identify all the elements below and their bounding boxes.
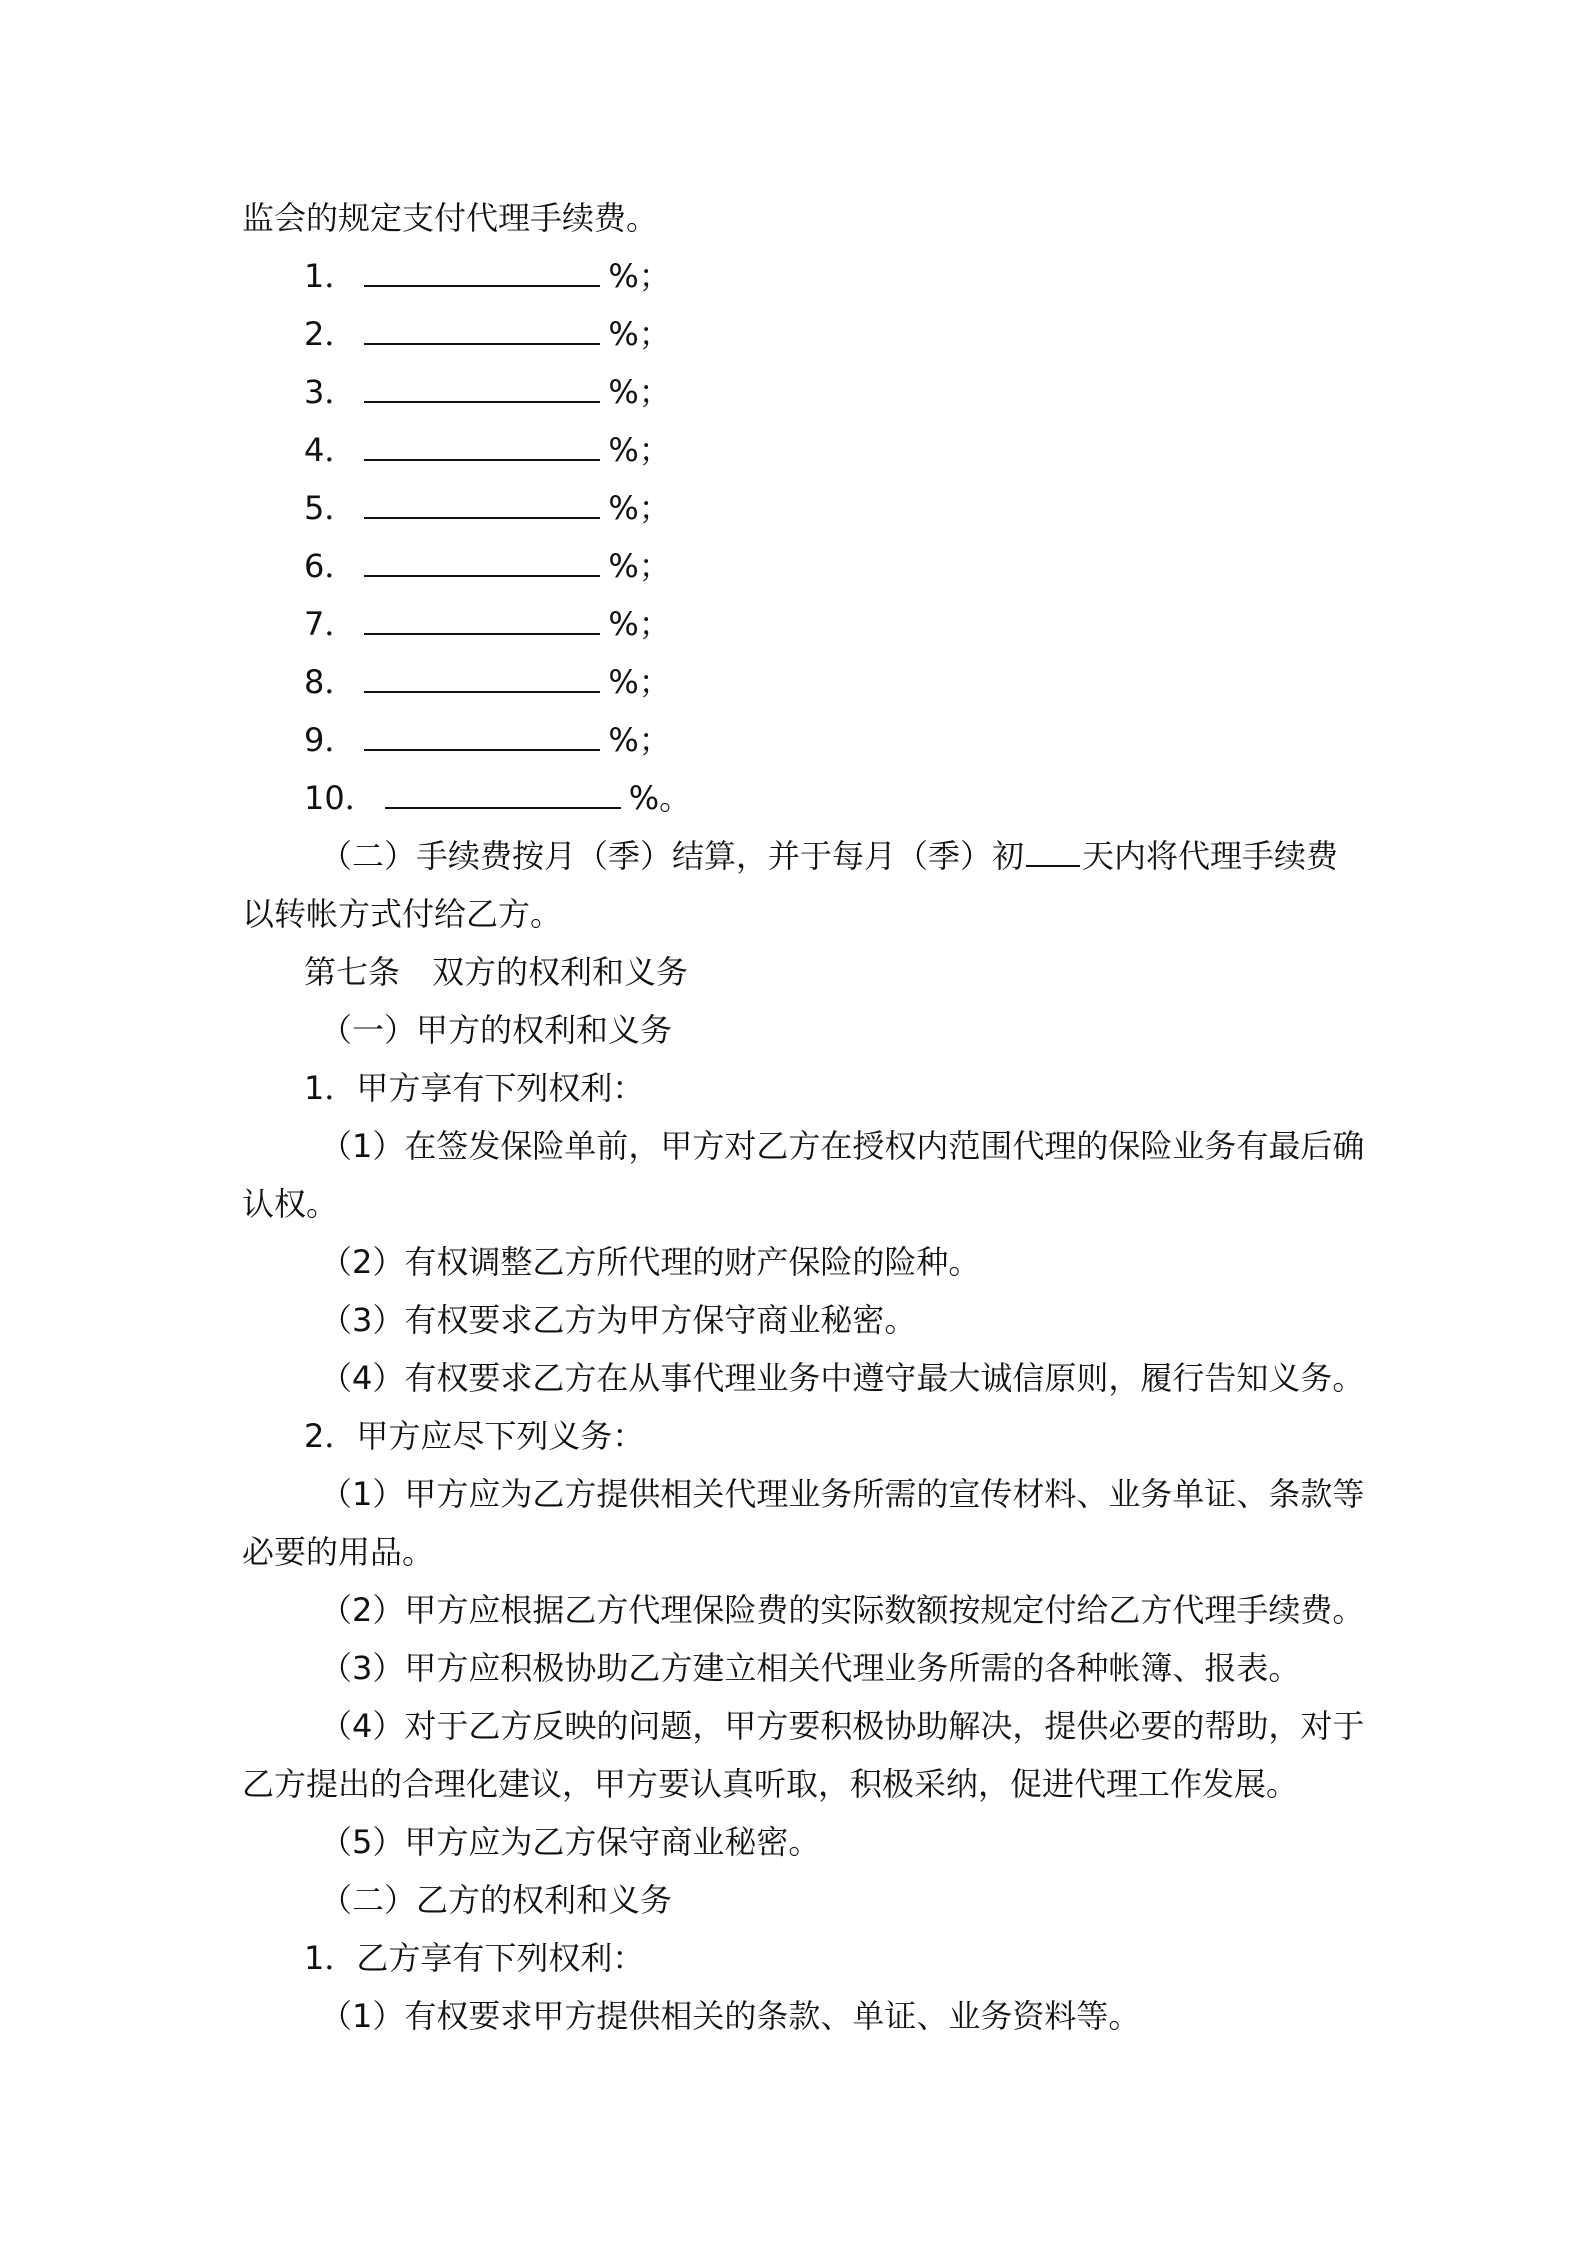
party-a-right-2: （2）有权调整乙方所代理的财产保险的险种。 — [320, 1243, 981, 1281]
party-a-right-1-cont: 认权。 — [242, 1185, 339, 1223]
paragraph-settlement-cont: 以转帐方式付给乙方。 — [242, 895, 563, 933]
section-party-b-heading: （二）乙方的权利和义务 — [320, 1881, 673, 1919]
party-a-duty-5: （5）甲方应为乙方保守商业秘密。 — [320, 1823, 821, 1861]
percent-suffix: %； — [608, 431, 671, 469]
party-a-duty-1-cont: 必要的用品。 — [242, 1533, 435, 1571]
item-number: 5． — [304, 489, 357, 527]
settlement-text-b: 天内将代理手续费 — [1082, 837, 1339, 875]
fill-blank[interactable] — [364, 723, 600, 751]
fill-blank[interactable] — [364, 317, 600, 345]
item-number: 1． — [304, 257, 357, 295]
party-a-right-3: （3）有权要求乙方为甲方保守商业秘密。 — [320, 1301, 917, 1339]
party-a-rights-heading: 1．甲方享有下列权利： — [304, 1069, 645, 1107]
fee-rate-item-8 — [304, 660, 1424, 704]
party-a-right-4: （4）有权要求乙方在从事代理业务中遵守最大诚信原则，履行告知义务。 — [320, 1359, 1365, 1397]
party-a-duties-heading: 2．甲方应尽下列义务： — [304, 1417, 645, 1455]
fill-blank[interactable] — [364, 259, 600, 287]
fee-rate-item-4 — [304, 428, 1424, 472]
fill-blank[interactable] — [385, 781, 621, 809]
party-a-duty-4: （4）对于乙方反映的问题，甲方要积极协助解决，提供必要的帮助，对于 — [320, 1707, 1365, 1745]
fee-rate-item-5 — [304, 486, 1424, 530]
fill-blank[interactable] — [364, 433, 600, 461]
fill-blank[interactable] — [364, 375, 600, 403]
item-number: 6． — [304, 547, 357, 585]
fee-rate-item-2 — [304, 312, 1424, 356]
party-a-duty-2: （2）甲方应根据乙方代理保险费的实际数额按规定付给乙方代理手续费。 — [320, 1591, 1365, 1629]
percent-suffix: %； — [608, 547, 671, 585]
fee-rate-item-3 — [304, 370, 1424, 414]
party-a-duty-4-cont: 乙方提出的合理化建议，甲方要认真听取，积极采纳，促进代理工作发展。 — [242, 1765, 1299, 1803]
party-a-right-1: （1）在签发保险单前，甲方对乙方在授权内范围代理的保险业务有最后确 — [320, 1127, 1365, 1165]
fill-blank[interactable] — [364, 665, 600, 693]
paragraph-settlement — [320, 834, 1440, 878]
fill-blank[interactable] — [364, 549, 600, 577]
paragraph-fee-rule-end: 监会的规定支付代理手续费。 — [242, 199, 659, 237]
fee-rate-item-10 — [304, 776, 1424, 820]
percent-suffix: %； — [608, 663, 671, 701]
item-number: 10． — [304, 779, 377, 817]
section-party-a-heading: （一）甲方的权利和义务 — [320, 1011, 673, 1049]
percent-suffix: %。 — [628, 779, 692, 817]
fill-blank-days[interactable] — [1026, 839, 1080, 867]
percent-suffix: %； — [608, 257, 671, 295]
item-number: 2． — [304, 315, 357, 353]
article-7-heading: 第七条 双方的权利和义务 — [304, 953, 689, 991]
item-number: 3． — [304, 373, 357, 411]
percent-suffix: %； — [608, 605, 671, 643]
party-a-duty-1: （1）甲方应为乙方提供相关代理业务所需的宣传材料、业务单证、条款等 — [320, 1475, 1365, 1513]
party-b-rights-heading: 1．乙方享有下列权利： — [304, 1939, 645, 1977]
fee-rate-item-9 — [304, 718, 1424, 762]
fill-blank[interactable] — [364, 491, 600, 519]
party-b-right-1: （1）有权要求甲方提供相关的条款、单证、业务资料等。 — [320, 1997, 1141, 2035]
item-number: 7． — [304, 605, 357, 643]
percent-suffix: %； — [608, 489, 671, 527]
item-number: 9． — [304, 721, 357, 759]
percent-suffix: %； — [608, 373, 671, 411]
fee-rate-item-1 — [304, 254, 1424, 298]
party-a-duty-3: （3）甲方应积极协助乙方建立相关代理业务所需的各种帐簿、报表。 — [320, 1649, 1301, 1687]
fee-rate-item-6 — [304, 544, 1424, 588]
item-number: 4． — [304, 431, 357, 469]
item-number: 8． — [304, 663, 357, 701]
fill-blank[interactable] — [364, 607, 600, 635]
percent-suffix: %； — [608, 721, 671, 759]
fee-rate-item-7 — [304, 602, 1424, 646]
percent-suffix: %； — [608, 315, 671, 353]
settlement-text-a: （二）手续费按月（季）结算，并于每月（季）初 — [320, 837, 1025, 875]
